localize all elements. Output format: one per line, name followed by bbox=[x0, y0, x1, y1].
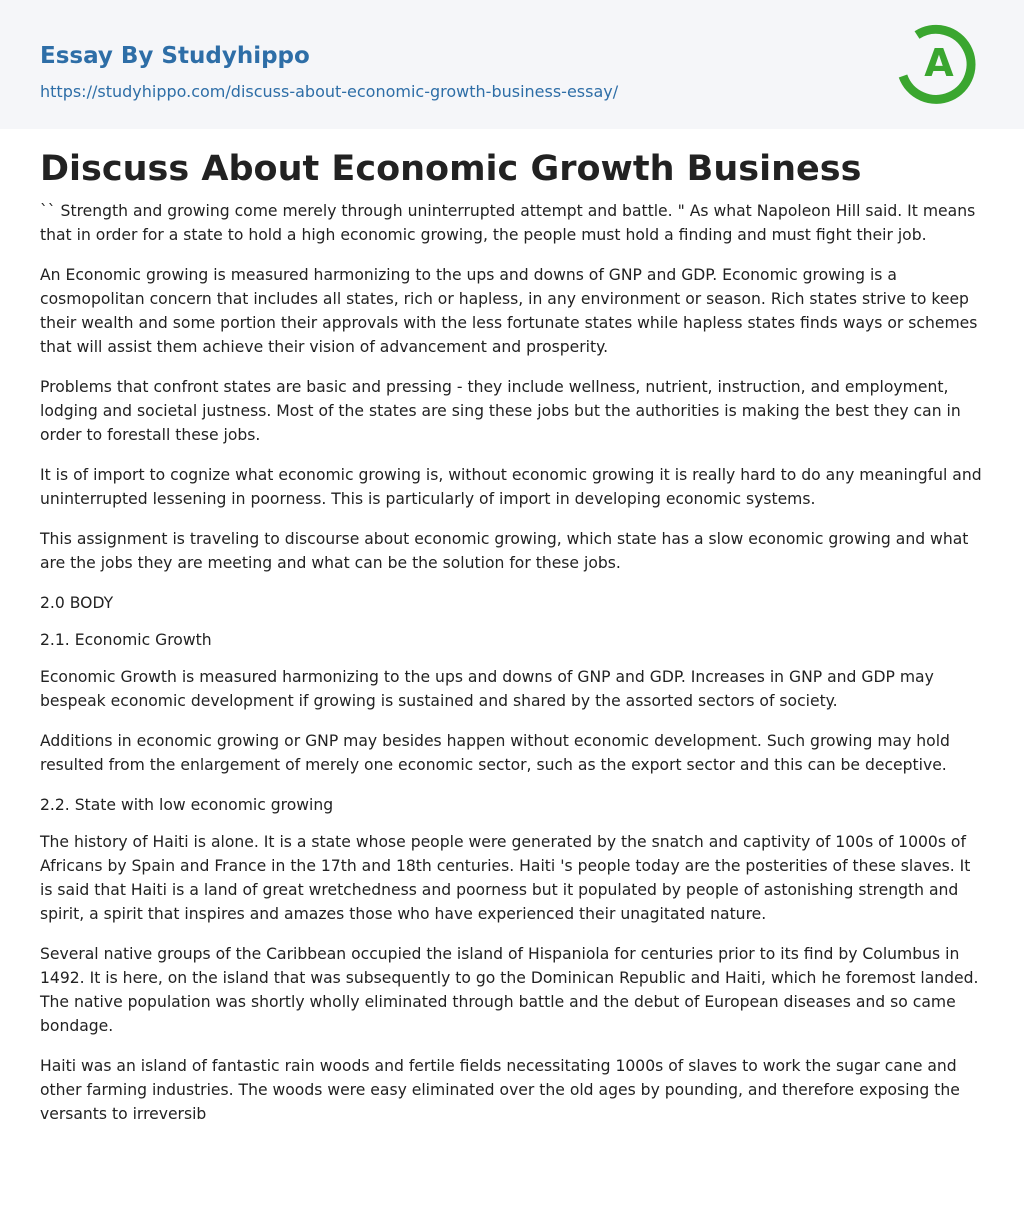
essay-title: Discuss About Economic Growth Business bbox=[40, 149, 862, 189]
essay-content bbox=[0, 147, 1024, 1126]
studyhippo-logo-icon[interactable] bbox=[898, 19, 984, 105]
site-header bbox=[0, 0, 1024, 129]
section-heading-economic-growth: 2.1. Economic Growth bbox=[40, 631, 212, 649]
section-heading-low-growth-state: 2.2. State with low economic growing bbox=[40, 796, 334, 814]
paragraph: Additions in economic growing or GNP may besides happen without economic development. Such growing may hold resulted from the enlargement of merely one economic sector, such as the export sector and this can be deceptive. bbox=[40, 732, 950, 774]
paragraph: Several native groups of the Caribbean occupied the island of Hispaniola for centuries prior to its find by Columbus in 1492. It is here, on the island that was subsequently to go the Dominican Republic and Haiti, which he foremost landed. The native population was shortly wholly eliminated through battle and the debut of European diseases and so came bondage. bbox=[40, 945, 979, 1035]
section-heading-body: 2.0 BODY bbox=[40, 594, 114, 612]
source-url-link[interactable]: https://studyhippo.com/discuss-about-economic-growth-business-essay/ bbox=[40, 82, 619, 101]
paragraph: Problems that confront states are basic and pressing - they include wellness, nutrient, instruction, and employment, lodging and societal justness. Most of the states are sing these jobs but the authorities is making the best they can in order to forestall these jobs. bbox=[40, 378, 961, 444]
paragraph: The history of Haiti is alone. It is a state whose people were generated by the snatch and captivity of 100s of 1000s of Africans by Spain and France in the 17th and 18th centuries. Haiti 's people today are the posterities of these slaves. It is said that Haiti is a land of great wretchedness and poorness but it populated by people of astonishing strength and spirit, a spirit that inspires and amazes those who have experienced their unagitated nature. bbox=[40, 833, 971, 923]
paragraph: An Economic growing is measured harmonizing to the ups and downs of GNP and GDP. Economic growing is a cosmopolitan concern that includes all states, rich or hapless, in any environment or season. Rich states strive to keep their wealth and some portion their approvals with the less fortunate states while hapless states finds ways or schemes that will assist them achieve their vision of advancement and prosperity. bbox=[40, 266, 978, 356]
paragraph: This assignment is traveling to discourse about economic growing, which state has a slow economic growing and what are the jobs they are meeting and what can be the solution for these jobs. bbox=[40, 530, 969, 572]
paragraph: It is of import to cognize what economic growing is, without economic growing it is really hard to do any meaningful and uninterrupted lessening in poorness. This is particularly of import in developing economic systems. bbox=[40, 466, 982, 508]
brand-title: Essay By Studyhippo bbox=[40, 43, 310, 69]
paragraph: Haiti was an island of fantastic rain woods and fertile fields necessitating 1000s of slaves to work the sugar cane and other farming industries. The woods were easy eliminated over the old ages by pounding, and therefore exposing the versants to irreversib bbox=[40, 1057, 960, 1123]
paragraph: `` Strength and growing come merely through uninterrupted attempt and battle. " As what Napoleon Hill said. It means that in order for a state to hold a high economic growing, the people must hold a finding and must fight their job. bbox=[40, 202, 976, 244]
paragraph: Economic Growth is measured harmonizing to the ups and downs of GNP and GDP. Increases in GNP and GDP may bespeak economic development if growing is sustained and shared by the assorted sectors of society. bbox=[40, 668, 934, 710]
logo-letter: A bbox=[924, 41, 954, 85]
